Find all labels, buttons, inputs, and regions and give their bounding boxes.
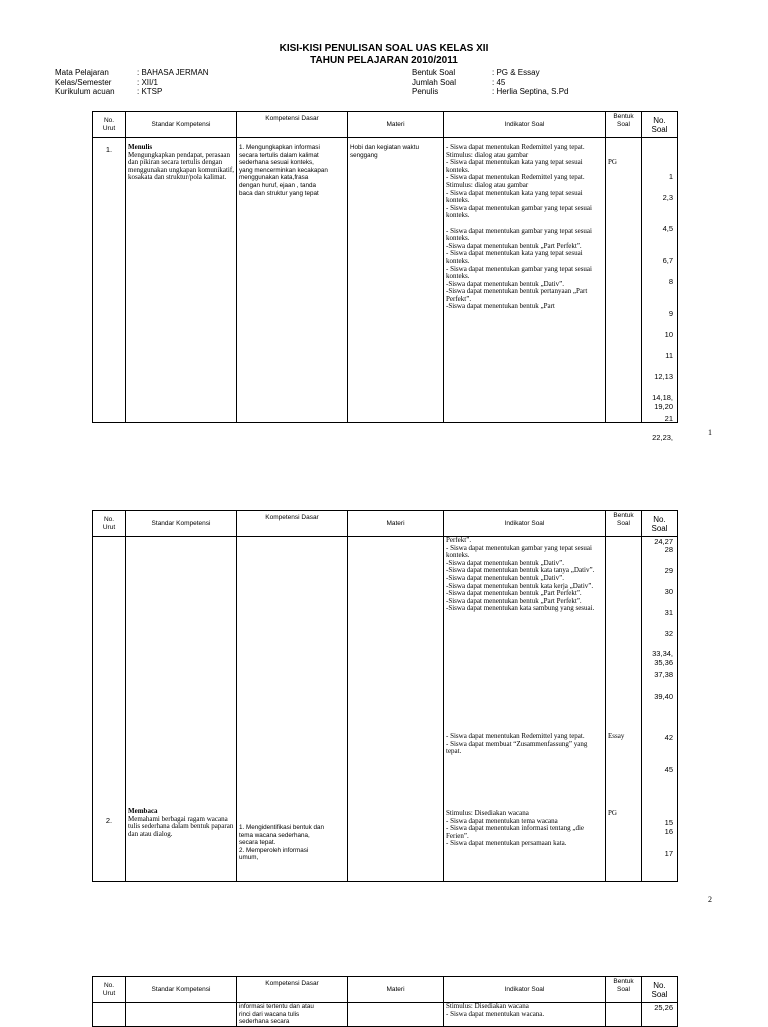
- kisi-table-page-2: [92, 510, 678, 882]
- table-header-row: [93, 511, 678, 537]
- col-header-bentuk-soal: Bentuk Soal: [606, 112, 642, 138]
- col-header-standar-kompetensi: Standar Kompetensi: [126, 977, 237, 1003]
- cell-kompetensi-dasar: [237, 138, 348, 423]
- nosoal-value: 29: [664, 566, 673, 575]
- col-header-no-soal: No. Soal: [642, 112, 678, 138]
- cell-bentuk-soal: [606, 138, 642, 423]
- page-number: 1: [708, 428, 712, 437]
- col-header-no-urut: No. Urut: [93, 112, 126, 138]
- table-header-row: [93, 112, 678, 138]
- kd-text: 1. Mengidentifikasi bentuk dan tema wacana sederhana, secara tepat. 2. Memperoleh informasi umum,: [239, 824, 325, 862]
- cell-materi: [348, 537, 444, 882]
- nosoal-value: 9: [668, 309, 673, 318]
- table-row: [93, 1003, 678, 1027]
- col-header-kompetensi-dasar: Kompetensi Dasar: [237, 112, 348, 138]
- nosoal-value: 2,3: [662, 193, 673, 202]
- col-header-kompetensi-dasar: Kompetensi Dasar: [237, 511, 348, 537]
- col-header-kompetensi-dasar: Kompetensi Dasar: [237, 977, 348, 1003]
- nosoal-value: 39,40: [654, 692, 673, 701]
- nosoal-value: 1: [668, 172, 673, 181]
- cell-no: [93, 537, 126, 882]
- nosoal-value: 4,5: [662, 224, 673, 233]
- nosoal-value: 10: [664, 330, 673, 339]
- info-left-values: : BAHASA JERMAN : XII/1 : KTSP: [137, 68, 209, 97]
- col-header-no-soal: No. Soal: [642, 977, 678, 1003]
- indikator-text: - Siswa dapat menentukan Redemittel yang tepat. Stimulus: dialog atau gambar - Siswa dapat menentukan kata yang tepat sesuai konteks. - Siswa dapat menentukan Redemittel yang tepat. Stimulus: dialog atau gambar - Siswa dapat menentukan kata yang tepat sesuai konteks. - Siswa dapat menentukan gambar yang tepat sesuai konteks. - Siswa dapat menentukan gambar yang tepat sesuai konteks. -Siswa dapat menentukan bentuk „Part Perfekt”. - Siswa dapat menentukan kata yang tepat sesuai konteks. - Siswa dapat menentukan gambar yang tepat sesuai konteks. -Siswa dapat menentukan bentuk „Dativ”. -Siswa dapat menentukan bentuk pertanyaan „Part Perfekt”. -Siswa dapat menentukan bentuk „Part: [446, 143, 592, 311]
- nosoal-value: 11: [665, 351, 673, 360]
- col-header-no-urut: No. Urut: [93, 511, 126, 537]
- kisi-table-page-1: [92, 111, 678, 442]
- table-row: [93, 138, 678, 423]
- nosoal-value: 32: [664, 629, 673, 638]
- document-title: KISI-KISI PENULISAN SOAL UAS KELAS XII: [279, 43, 489, 54]
- cell-no-soal: [642, 537, 678, 882]
- cell-materi: [348, 1003, 444, 1027]
- kd-text: informasi tertentu dan atau rinci dari wacana tulis sederhana secara: [239, 1003, 314, 1026]
- nosoal-value: 8: [668, 277, 673, 286]
- table-header-row: [93, 977, 678, 1003]
- nosoal-value: 33,34, 35,36: [652, 649, 673, 667]
- cell-standar-kompetensi: [126, 1003, 237, 1027]
- cell-indikator: [444, 1003, 606, 1027]
- nosoal-value: 21: [664, 414, 673, 423]
- bentuk-text: Essay: [608, 732, 625, 740]
- sk-text: Memahami berbagai ragam wacana tulis sederhana dalam bentuk paparan dan atau dialog.: [128, 814, 234, 838]
- cell-bentuk-soal: [606, 1003, 642, 1027]
- cell-standar-kompetensi: [126, 537, 237, 882]
- cell-materi: [348, 138, 444, 423]
- col-header-bentuk-soal: Bentuk Soal: [606, 977, 642, 1003]
- nosoal-value: 16: [664, 827, 673, 836]
- col-header-indikator-soal: Indikator Soal: [444, 112, 606, 138]
- cell-standar-kompetensi: [126, 138, 237, 423]
- table-row: [93, 537, 678, 882]
- sk-title: Membaca: [128, 807, 158, 815]
- cell-no: 1.: [93, 138, 126, 423]
- cell-indikator: [444, 537, 606, 882]
- nosoal-value: 30: [664, 587, 673, 596]
- indikator-text: Stimulus: Disediakan wacana - Siswa dapat menentukan tema wacana - Siswa dapat menentukan informasi tentang „die Ferien”. - Siswa dapat menentukan persamaan kata.: [446, 809, 585, 848]
- kd-text: 1. Mengungkapkan informasi secara tertulis dalam kalimat sederhana sesuai konteks, yang mencerminkan kecakapan menggunakan kata,frasa dengan huruf, ejaan , tanda baca dan struktur yang tepat: [239, 144, 328, 197]
- col-header-standar-kompetensi: Standar Kompetensi: [126, 511, 237, 537]
- nosoal-value: 12,13: [654, 372, 673, 381]
- info-left-labels: Mata Pelajaran Kelas/Semester Kurikulum acuan: [55, 68, 115, 97]
- indikator-text: Stimulus: Disediakan wacana - Siswa dapat menentukan wacana.: [446, 1002, 545, 1018]
- nosoal-value: 37,38: [654, 670, 673, 679]
- nosoal-value: 45: [664, 765, 673, 774]
- indikator-text: Perfekt”. - Siswa dapat menentukan gambar yang tepat sesuai konteks. -Siswa dapat menentukan bentuk „Dativ”. -Siswa dapat menentukan bentuk kata tanya „Dativ”. -Siswa dapat menentukan bentuk „Dativ”. -Siswa dapat menentukan bentuk kata kerja „Dativ”. -Siswa dapat menentukan bentuk „Part Perfekt”. -Siswa dapat menentukan bentuk „Part Perfekt”. -Siswa dapat menentukan kata sambung yang sesuai.: [446, 536, 595, 613]
- bentuk-text: PG: [608, 809, 617, 817]
- document-subtitle: TAHUN PELAJARAN 2010/2011: [310, 55, 458, 66]
- nosoal-value: 28: [664, 545, 673, 554]
- col-header-materi: Materi: [348, 511, 444, 537]
- cell-kompetensi-dasar: [237, 1003, 348, 1027]
- indikator-text: - Siswa dapat menentukan Redemittel yang tepat. - Siswa dapat membuat “Zusammenfassung” yang tepat.: [446, 732, 588, 756]
- nosoal-value: 24,27: [654, 537, 673, 546]
- cell-bentuk-soal: [606, 537, 642, 882]
- sk-title: Menulis: [128, 143, 153, 151]
- nosoal-value: 25,26: [654, 1003, 673, 1012]
- cell-no-soal: [642, 138, 678, 442]
- nosoal-value: 6,7: [662, 256, 673, 265]
- col-header-materi: Materi: [348, 977, 444, 1003]
- cell-no-soal: [642, 1003, 678, 1027]
- cell-kompetensi-dasar: [237, 537, 348, 882]
- nosoal-value: 17: [664, 849, 673, 858]
- materi-text: Hobi dan kegiatan waktu senggang: [350, 144, 419, 159]
- bentuk-text: PG: [608, 158, 617, 166]
- info-right-labels: Bentuk Soal Jumlah Soal Penulis: [412, 68, 457, 97]
- cell-indikator: [444, 138, 606, 423]
- nosoal-value: 14,18, 19,20: [652, 393, 673, 411]
- col-header-standar-kompetensi: Standar Kompetensi: [126, 112, 237, 138]
- col-header-indikator-soal: Indikator Soal: [444, 977, 606, 1003]
- row-number: 2.: [105, 816, 113, 825]
- nosoal-value: 15: [664, 818, 673, 827]
- col-header-bentuk-soal: Bentuk Soal: [606, 511, 642, 537]
- page-number: 2: [708, 895, 712, 904]
- nosoal-value: 42: [664, 733, 673, 742]
- kisi-table-page-3: [92, 976, 678, 1027]
- cell-no: [93, 1003, 126, 1027]
- nosoal-value: 22,23,: [652, 433, 673, 442]
- sk-text: Mengungkapkan pendapat, perasaan dan pikiran secara tertulis dengan menggunakan ungkapan komunikatif, kosakata dan struktur/pola kalimat.: [128, 150, 234, 182]
- col-header-indikator-soal: Indikator Soal: [444, 511, 606, 537]
- col-header-no-urut: No. Urut: [93, 977, 126, 1003]
- info-right-values: : PG & Essay : 45 : Herlia Septina, S.Pd: [492, 68, 569, 97]
- col-header-materi: Materi: [348, 112, 444, 138]
- col-header-no-soal: No. Soal: [642, 511, 678, 537]
- nosoal-value: 31: [664, 608, 673, 617]
